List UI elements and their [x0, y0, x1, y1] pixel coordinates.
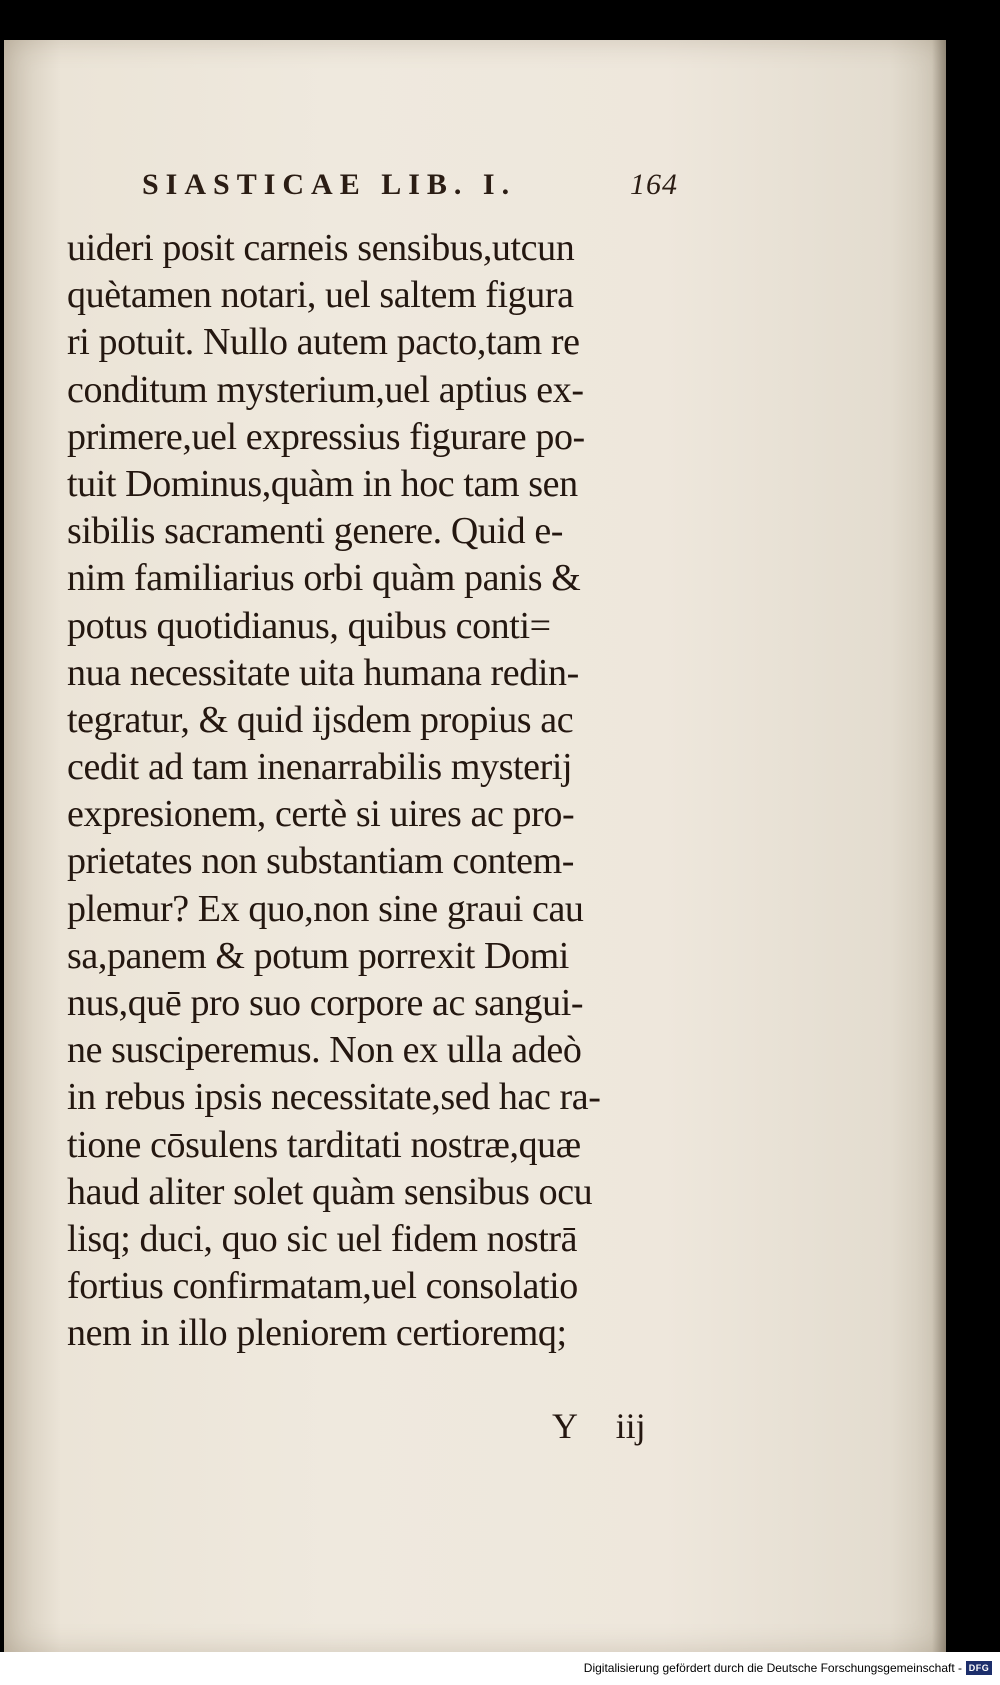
book-page	[4, 40, 946, 1652]
text-line: haud aliter solet quàm sensibus ocu	[67, 1170, 593, 1213]
page-number: 164	[630, 168, 678, 201]
text-line: in rebus ipsis necessitate,sed hac ra-	[67, 1076, 601, 1119]
footer-credit: Digitalisierung gefördert durch die Deutsche Forschungsgemeinschaft -	[583, 1661, 962, 1675]
running-head	[142, 168, 678, 214]
text-line: sibilis sacramenti genere. Quid e-	[67, 510, 564, 553]
text-line: prietates non substantiam contem-	[67, 840, 575, 883]
text-line: ne susciperemus. Non ex ulla adeò	[67, 1029, 582, 1072]
text-line: conditum mysterium,uel aptius ex-	[67, 368, 584, 411]
text-line: nem in illo pleniorem certioremq;	[67, 1312, 567, 1355]
text-line: primere,uel expressius figurare po-	[67, 415, 585, 458]
text-line: tione cōsulens tarditati nostræ,quæ	[67, 1123, 581, 1166]
body-text	[67, 225, 707, 1358]
footer-bar	[0, 1652, 1000, 1685]
text-line: potus quotidianus, quibus conti=	[67, 604, 551, 647]
running-head-title: SIASTICAE LIB. I.	[142, 168, 517, 201]
text-line: fortius confirmatam,uel consolatio	[67, 1265, 578, 1308]
text-line: expresionem, certè si uires ac pro-	[67, 793, 575, 836]
text-line: ri potuit. Nullo autem pacto,tam re	[67, 321, 580, 364]
dfg-logo-icon: DFG	[966, 1661, 992, 1675]
text-line: uideri posit carneis sensibus,utcun	[67, 227, 575, 269]
text-line: tegratur, & quid ijsdem propius ac	[67, 698, 574, 741]
text-line: sa,panem & potum porrexit Domi	[67, 934, 569, 977]
text-line: plemur? Ex quo,non sine graui cau	[67, 887, 584, 930]
text-line: nus,quē pro suo corpore ac sangui-	[67, 982, 584, 1024]
text-line: cedit ad tam inenarrabilis mysterij	[67, 746, 573, 789]
text-line: nua necessitate uita humana redin-	[67, 651, 579, 694]
text-line: tuit Dominus,quàm in hoc tam sen	[67, 462, 578, 505]
text-line: lisq; duci, quo sic uel fidem nostrā	[67, 1217, 578, 1260]
signature-mark: Y iij	[552, 1406, 646, 1446]
text-line: nim familiarius orbi quàm panis &	[67, 557, 581, 600]
text-line: quètamen notari, uel saltem figura	[67, 274, 574, 317]
